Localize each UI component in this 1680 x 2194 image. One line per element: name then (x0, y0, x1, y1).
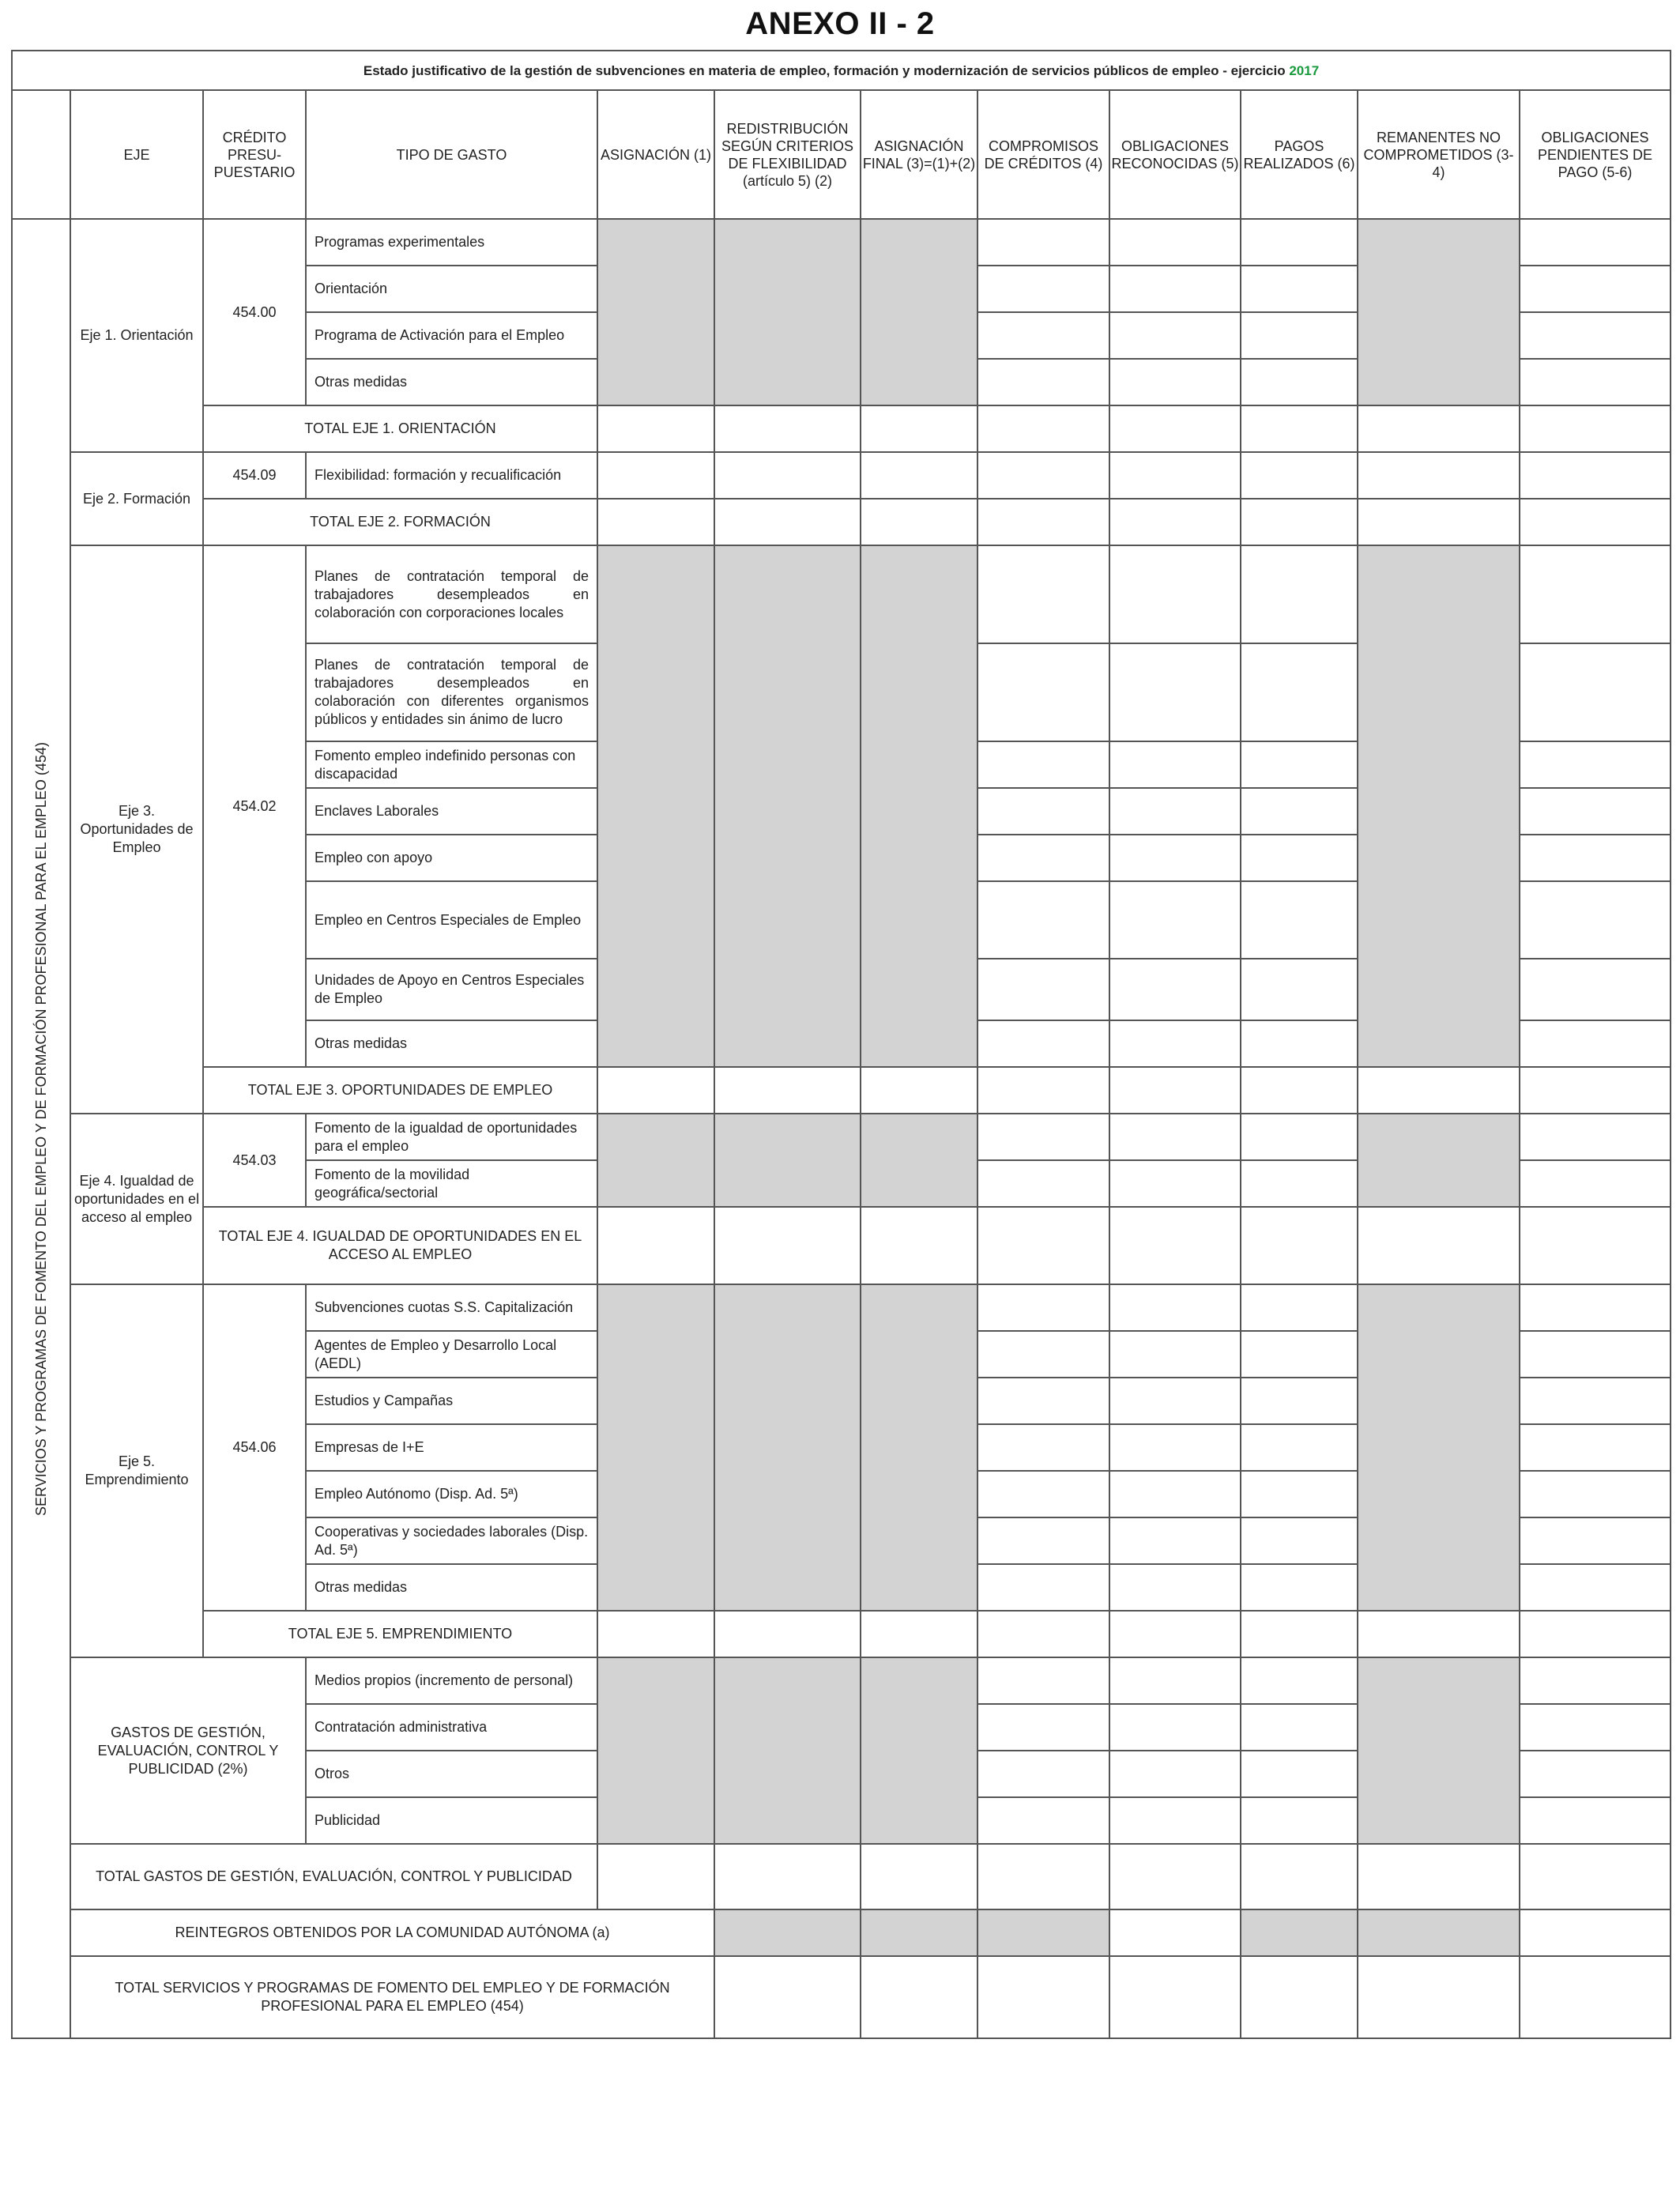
input-cell[interactable] (597, 1611, 714, 1657)
input-cell[interactable] (1520, 1378, 1671, 1424)
shaded-cell (861, 1284, 977, 1611)
shaded-cell (597, 545, 714, 1067)
shaded-cell (597, 1114, 714, 1207)
input-cell[interactable] (1241, 1657, 1358, 1704)
input-cell[interactable] (1241, 1564, 1358, 1611)
page-title: ANEXO II - 2 (745, 6, 935, 41)
input-cell[interactable] (861, 1611, 977, 1657)
input-cell[interactable] (597, 405, 714, 452)
gastos-item: Contratación administrativa (306, 1704, 597, 1751)
input-cell[interactable] (1520, 835, 1671, 881)
shaded-cell (1358, 545, 1520, 1067)
shaded-cell (714, 219, 861, 405)
input-cell[interactable] (1241, 266, 1358, 312)
input-cell[interactable] (1358, 452, 1520, 499)
input-cell[interactable] (1109, 266, 1241, 312)
input-cell[interactable] (1520, 219, 1671, 266)
input-cell[interactable] (861, 1844, 977, 1909)
shaded-cell (714, 1114, 861, 1207)
header-remanentes: REMANENTES NO COMPROMETIDOS (3-4) (1358, 90, 1520, 219)
eje3-item: Unidades de Apoyo en Centros Especiales de Empleo (306, 959, 597, 1020)
input-cell[interactable] (1109, 1114, 1241, 1160)
input-cell[interactable] (1520, 959, 1671, 1020)
input-cell[interactable] (1109, 1424, 1241, 1471)
input-cell[interactable] (1520, 788, 1671, 835)
input-cell[interactable] (1109, 499, 1241, 545)
input-cell[interactable] (1109, 359, 1241, 405)
input-cell[interactable] (1241, 312, 1358, 359)
input-cell[interactable] (1241, 1844, 1358, 1909)
shaded-cell (597, 219, 714, 405)
input-cell[interactable] (861, 405, 977, 452)
input-cell[interactable] (1520, 359, 1671, 405)
input-cell[interactable] (597, 499, 714, 545)
input-cell[interactable] (977, 359, 1109, 405)
header-pendientes: OBLIGACIONES PENDIENTES DE PAGO (5-6) (1520, 90, 1671, 219)
input-cell[interactable] (714, 499, 861, 545)
input-cell[interactable] (977, 1657, 1109, 1704)
input-cell[interactable] (1241, 1704, 1358, 1751)
input-cell[interactable] (977, 499, 1109, 545)
shaded-cell (977, 1909, 1109, 1956)
shaded-cell (714, 1657, 861, 1844)
justification-table (11, 50, 1671, 2039)
input-cell[interactable] (977, 643, 1109, 741)
input-cell[interactable] (1520, 881, 1671, 959)
input-cell[interactable] (1109, 1517, 1241, 1564)
eje2-total: TOTAL EJE 2. FORMACIÓN (203, 499, 597, 545)
input-cell[interactable] (1109, 741, 1241, 788)
input-cell[interactable] (1520, 1471, 1671, 1517)
input-cell[interactable] (1109, 959, 1241, 1020)
header-blank (12, 90, 70, 219)
input-cell[interactable] (1109, 452, 1241, 499)
shaded-cell (861, 1657, 977, 1844)
input-cell[interactable] (1109, 1160, 1241, 1207)
eje5-credit: 454.06 (203, 1284, 306, 1611)
input-cell[interactable] (1520, 1207, 1671, 1284)
shaded-cell (597, 1284, 714, 1611)
input-cell[interactable] (977, 881, 1109, 959)
input-cell[interactable] (1358, 1207, 1520, 1284)
input-cell[interactable] (861, 1067, 977, 1114)
input-cell[interactable] (1520, 312, 1671, 359)
input-cell[interactable] (1109, 1564, 1241, 1611)
input-cell[interactable] (1241, 835, 1358, 881)
header-redistribucion: REDISTRIBUCIÓN SEGÚN CRITERIOS DE FLEXIBILIDAD (artículo 5) (2) (714, 90, 861, 219)
input-cell[interactable] (1109, 219, 1241, 266)
input-cell[interactable] (1109, 1284, 1241, 1331)
input-cell[interactable] (1109, 643, 1241, 741)
shaded-cell (861, 1909, 977, 1956)
input-cell[interactable] (1358, 1067, 1520, 1114)
input-cell[interactable] (714, 1611, 861, 1657)
input-cell[interactable] (1520, 545, 1671, 643)
input-cell[interactable] (1241, 1378, 1358, 1424)
eje3-item: Planes de contratación temporal de trabajadores desempleados en colaboración con corporaciones locales (306, 545, 597, 643)
header-credito: CRÉDITO PRESU-PUESTARIO (203, 90, 306, 219)
input-cell[interactable] (1241, 643, 1358, 741)
input-cell[interactable] (1520, 1909, 1671, 1956)
fiscal-year: 2017 (1289, 62, 1320, 78)
input-cell[interactable] (1109, 545, 1241, 643)
eje5-item: Cooperativas y sociedades laborales (Disp. Ad. 5ª) (306, 1517, 597, 1564)
input-cell[interactable] (977, 835, 1109, 881)
eje5-item: Empleo Autónomo (Disp. Ad. 5ª) (306, 1471, 597, 1517)
gastos-item: Otros (306, 1751, 597, 1797)
shaded-cell (714, 1909, 861, 1956)
input-cell[interactable] (1241, 1956, 1358, 2038)
shaded-cell (1358, 1284, 1520, 1611)
eje3-item: Enclaves Laborales (306, 788, 597, 835)
input-cell[interactable] (1241, 1471, 1358, 1517)
input-cell[interactable] (1241, 1751, 1358, 1797)
input-cell[interactable] (977, 1844, 1109, 1909)
header-eje: EJE (70, 90, 203, 219)
input-cell[interactable] (1520, 1424, 1671, 1471)
gastos-item: Medios propios (incremento de personal) (306, 1657, 597, 1704)
eje5-item: Subvenciones cuotas S.S. Capitalización (306, 1284, 597, 1331)
input-cell[interactable] (977, 1564, 1109, 1611)
input-cell[interactable] (1241, 452, 1358, 499)
input-cell[interactable] (1520, 1020, 1671, 1067)
input-cell[interactable] (1241, 788, 1358, 835)
input-cell[interactable] (1241, 1611, 1358, 1657)
shaded-cell (1358, 1657, 1520, 1844)
input-cell[interactable] (1520, 266, 1671, 312)
input-cell[interactable] (1358, 1611, 1520, 1657)
input-cell[interactable] (1520, 499, 1671, 545)
input-cell[interactable] (977, 1517, 1109, 1564)
input-cell[interactable] (861, 1956, 977, 2038)
input-cell[interactable] (977, 1471, 1109, 1517)
input-cell[interactable] (1358, 499, 1520, 545)
header-asignacion: ASIGNACIÓN (1) (597, 90, 714, 219)
input-cell[interactable] (1241, 1284, 1358, 1331)
input-cell[interactable] (1520, 643, 1671, 741)
input-cell[interactable] (1520, 1114, 1671, 1160)
input-cell[interactable] (1241, 1797, 1358, 1844)
input-cell[interactable] (1109, 881, 1241, 959)
input-cell[interactable] (977, 312, 1109, 359)
input-cell[interactable] (977, 959, 1109, 1020)
input-cell[interactable] (1241, 499, 1358, 545)
eje3-item: Empleo con apoyo (306, 835, 597, 881)
input-cell[interactable] (1241, 1114, 1358, 1160)
eje4-credit: 454.03 (203, 1114, 306, 1207)
input-cell[interactable] (597, 452, 714, 499)
shaded-cell (861, 1114, 977, 1207)
input-cell[interactable] (714, 1067, 861, 1114)
input-cell[interactable] (1520, 1751, 1671, 1797)
input-cell[interactable] (1241, 881, 1358, 959)
header-compromisos: COMPROMISOS DE CRÉDITOS (4) (977, 90, 1109, 219)
eje1-credit: 454.00 (203, 219, 306, 405)
eje3-credit: 454.02 (203, 545, 306, 1067)
input-cell[interactable] (1109, 835, 1241, 881)
input-cell[interactable] (861, 1207, 977, 1284)
input-cell[interactable] (1241, 959, 1358, 1020)
eje1-item: Otras medidas (306, 359, 597, 405)
eje3-item: Otras medidas (306, 1020, 597, 1067)
eje1-item: Orientación (306, 266, 597, 312)
input-cell[interactable] (1520, 452, 1671, 499)
input-cell[interactable] (1109, 1207, 1241, 1284)
input-cell[interactable] (1241, 1020, 1358, 1067)
input-cell[interactable] (1520, 1611, 1671, 1657)
input-cell[interactable] (977, 1114, 1109, 1160)
input-cell[interactable] (977, 1284, 1109, 1331)
input-cell[interactable] (714, 405, 861, 452)
input-cell[interactable] (1520, 1160, 1671, 1207)
gastos-item: Publicidad (306, 1797, 597, 1844)
input-cell[interactable] (1241, 1207, 1358, 1284)
input-cell[interactable] (1109, 1471, 1241, 1517)
input-cell[interactable] (597, 1207, 714, 1284)
input-cell[interactable] (861, 452, 977, 499)
input-cell[interactable] (977, 1424, 1109, 1471)
header-pagos: PAGOS REALIZADOS (6) (1241, 90, 1358, 219)
gastos-name: GASTOS DE GESTIÓN, EVALUACIÓN, CONTROL Y PUBLICIDAD (2%) (70, 1657, 306, 1844)
input-cell[interactable] (977, 219, 1109, 266)
input-cell[interactable] (977, 452, 1109, 499)
input-cell[interactable] (977, 1067, 1109, 1114)
input-cell[interactable] (1109, 1797, 1241, 1844)
eje4-total: TOTAL EJE 4. IGUALDAD DE OPORTUNIDADES EN EL ACCESO AL EMPLEO (203, 1207, 597, 1284)
input-cell[interactable] (1109, 1378, 1241, 1424)
eje3-item: Empleo en Centros Especiales de Empleo (306, 881, 597, 959)
input-cell[interactable] (977, 1020, 1109, 1067)
input-cell[interactable] (1109, 312, 1241, 359)
shaded-cell (597, 1657, 714, 1844)
input-cell[interactable] (977, 788, 1109, 835)
shaded-cell (1358, 219, 1520, 405)
input-cell[interactable] (1241, 741, 1358, 788)
input-cell[interactable] (714, 1956, 861, 2038)
input-cell[interactable] (1520, 1067, 1671, 1114)
input-cell[interactable] (1520, 1956, 1671, 2038)
input-cell[interactable] (977, 405, 1109, 452)
vertical-section-label: SERVICIOS Y PROGRAMAS DE FOMENTO DEL EMPLEO Y DE FORMACIÓN PROFESIONAL PARA EL EMPLEO (454) (12, 219, 70, 2038)
input-cell[interactable] (977, 545, 1109, 643)
eje1-name: Eje 1. Orientación (70, 219, 203, 452)
input-cell[interactable] (714, 452, 861, 499)
input-cell[interactable] (977, 1331, 1109, 1378)
shaded-cell (861, 545, 977, 1067)
input-cell[interactable] (977, 1956, 1109, 2038)
reintegros-label: REINTEGROS OBTENIDOS POR LA COMUNIDAD AUTÓNOMA (a) (70, 1909, 714, 1956)
input-cell[interactable] (977, 266, 1109, 312)
eje1-total: TOTAL EJE 1. ORIENTACIÓN (203, 405, 597, 452)
shaded-cell (1358, 1114, 1520, 1207)
grand-total-label: TOTAL SERVICIOS Y PROGRAMAS DE FOMENTO DEL EMPLEO Y DE FORMACIÓN PROFESIONAL PARA EL EMPLEO (454) (70, 1956, 714, 2038)
input-cell[interactable] (1520, 1704, 1671, 1751)
input-cell[interactable] (977, 1160, 1109, 1207)
input-cell[interactable] (1358, 1956, 1520, 2038)
eje5-item: Empresas de I+E (306, 1424, 597, 1471)
eje4-item: Fomento de la movilidad geográfica/sectorial (306, 1160, 597, 1207)
eje3-item: Planes de contratación temporal de trabajadores desempleados en colaboración con diferentes organismos públicos y entidades sin ánimo de lucro (306, 643, 597, 741)
input-cell[interactable] (977, 1751, 1109, 1797)
input-cell[interactable] (1109, 1844, 1241, 1909)
input-cell[interactable] (714, 1207, 861, 1284)
input-cell[interactable] (1358, 405, 1520, 452)
shaded-cell (714, 545, 861, 1067)
shaded-cell (1358, 1909, 1520, 1956)
input-cell[interactable] (1520, 1797, 1671, 1844)
input-cell[interactable] (977, 1704, 1109, 1751)
eje3-total: TOTAL EJE 3. OPORTUNIDADES DE EMPLEO (203, 1067, 597, 1114)
input-cell[interactable] (977, 1611, 1109, 1657)
input-cell[interactable] (1109, 1956, 1241, 2038)
input-cell[interactable] (1109, 1067, 1241, 1114)
shaded-cell (714, 1284, 861, 1611)
header-tipo-gasto: TIPO DE GASTO (306, 90, 597, 219)
shaded-cell (861, 219, 977, 405)
input-cell[interactable] (1520, 405, 1671, 452)
eje5-name: Eje 5. Emprendimiento (70, 1284, 203, 1657)
input-cell[interactable] (1109, 405, 1241, 452)
header-asignacion-final: ASIGNACIÓN FINAL (3)=(1)+(2) (861, 90, 977, 219)
input-cell[interactable] (1241, 545, 1358, 643)
eje3-name: Eje 3. Oportunidades de Empleo (70, 545, 203, 1114)
eje5-item: Agentes de Empleo y Desarrollo Local (AEDL) (306, 1331, 597, 1378)
gastos-total: TOTAL GASTOS DE GESTIÓN, EVALUACIÓN, CONTROL Y PUBLICIDAD (70, 1844, 597, 1909)
input-cell[interactable] (977, 1207, 1109, 1284)
input-cell[interactable] (714, 1844, 861, 1909)
input-cell[interactable] (1241, 1067, 1358, 1114)
input-cell[interactable] (1358, 1844, 1520, 1909)
input-cell[interactable] (1109, 1020, 1241, 1067)
shaded-cell (1241, 1909, 1358, 1956)
input-cell[interactable] (977, 741, 1109, 788)
input-cell[interactable] (1520, 1517, 1671, 1564)
eje4-item: Fomento de la igualdad de oportunidades para el empleo (306, 1114, 597, 1160)
input-cell[interactable] (861, 499, 977, 545)
eje2-name: Eje 2. Formación (70, 452, 203, 545)
header-obligaciones: OBLIGACIONES RECONOCIDAS (5) (1109, 90, 1241, 219)
input-cell[interactable] (1520, 1844, 1671, 1909)
input-cell[interactable] (1109, 788, 1241, 835)
input-cell[interactable] (1109, 1909, 1241, 1956)
eje2-credit: 454.09 (203, 452, 306, 499)
input-cell[interactable] (1520, 1284, 1671, 1331)
input-cell[interactable] (1109, 1751, 1241, 1797)
input-cell[interactable] (1241, 1331, 1358, 1378)
input-cell[interactable] (1241, 1517, 1358, 1564)
input-cell[interactable] (1109, 1704, 1241, 1751)
input-cell[interactable] (1520, 1331, 1671, 1378)
eje5-item: Estudios y Campañas (306, 1378, 597, 1424)
input-cell[interactable] (1109, 1657, 1241, 1704)
input-cell[interactable] (1520, 1564, 1671, 1611)
input-cell[interactable] (1241, 359, 1358, 405)
eje1-item: Programas experimentales (306, 219, 597, 266)
eje5-item: Otras medidas (306, 1564, 597, 1611)
input-cell[interactable] (1520, 741, 1671, 788)
eje4-name: Eje 4. Igualdad de oportunidades en el acceso al empleo (70, 1114, 203, 1284)
eje5-total: TOTAL EJE 5. EMPRENDIMIENTO (203, 1611, 597, 1657)
table-subtitle: Estado justificativo de la gestión de subvenciones en materia de empleo, formación y modernización de servicios públicos de empleo - ejercicio 2017 (12, 51, 1671, 90)
eje3-item: Fomento empleo indefinido personas con discapacidad (306, 741, 597, 788)
input-cell[interactable] (977, 1378, 1109, 1424)
input-cell[interactable] (1520, 1657, 1671, 1704)
eje2-item: Flexibilidad: formación y recualificación (306, 452, 597, 499)
input-cell[interactable] (1109, 1611, 1241, 1657)
input-cell[interactable] (1241, 405, 1358, 452)
input-cell[interactable] (597, 1067, 714, 1114)
input-cell[interactable] (1241, 1160, 1358, 1207)
input-cell[interactable] (1241, 1424, 1358, 1471)
input-cell[interactable] (597, 1844, 714, 1909)
input-cell[interactable] (977, 1797, 1109, 1844)
input-cell[interactable] (1109, 1331, 1241, 1378)
input-cell[interactable] (1241, 219, 1358, 266)
eje1-item: Programa de Activación para el Empleo (306, 312, 597, 359)
